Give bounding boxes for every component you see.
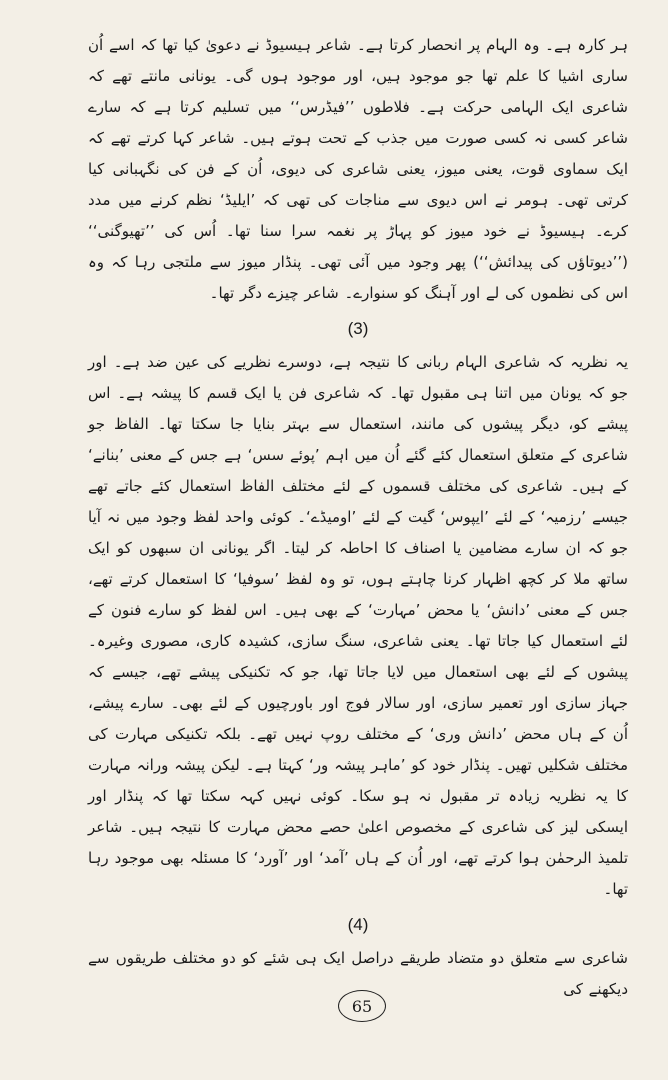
paragraph-3: شاعری سے متعلق دو متضاد طریقے دراصل ایک ہی شئے کو دو مختلف طریقوں سے دیکھنے کی <box>88 949 628 998</box>
text-page <box>88 30 628 1005</box>
paragraph-2: یہ نظریہ کہ شاعری الہام ربانی کا نتیجہ ہے، دوسرے نظریے کی عین ضد ہے۔ اور جو کہ یونان میں اتنا ہی مقبول تھا۔ کہ شاعری فن یا ایک قسم کا پیشہ ہے۔ اس پیشے کو، دیگر پیشوں کی مانند، استعمال سے بہتر بنایا جا سکتا تھا۔ الفاظ جو شاعری کے متعلق استعمال کئے گئے اُن میں اہم ’پوئے سس‘ ہے جس کے معنی ’بنانے‘ کے ہیں۔ شاعری کی مختلف قسموں کے لئے مختلف الفاظ استعمال کئے جاتے تھے جیسے ’رزمیہ‘ کے لئے ’ایپوس‘ گیت کے لئے ’اومیڈے‘۔ کوئی واحد لفظ وجود میں نہ آیا جو کہ ان سارے مضامین یا اصناف کا احاطہ کر لیتا۔ اگر یونانی ان سبھوں کو ایک ساتھ ملا کر کچھ اظہار کرنا چاہتے ہوں، تو وہ لفظ ’سوفیا‘ کا استعمال کرتے تھے، جس کے معنی ’دانش‘ یا محض ’مہارت‘ کے بھی ہیں۔ اس لفظ کو سارے فنون کے لئے استعمال کیا جاتا تھا۔ یعنی شاعری، سنگ سازی، کشیدہ کاری، مصوری وغیرہ۔ پیشوں کے لئے بھی استعمال میں لایا جاتا تھا، جو کہ تکنیکی پیشے تھے، جیسے کہ جہاز سازی اور تعمیر سازی، اور سالار فوج اور باورچیوں کے لئے بھی۔ سارے پیشے، اُن کے ہاں محض ’دانش وری‘ کے مختلف روپ نہیں تھے۔ بلکہ تکنیکی مہارت کی مختلف شکلیں تھیں۔ پنڈار خود کو ’ماہر پیشہ ور‘ کہتا ہے۔ لیکن پیشہ ورانہ مہارت کا یہ نظریہ زیادہ تر مقبول نہ ہو سکا۔ کوئی نہیں کہہ سکتا تھا کہ پنڈار اور ایسکی لیز کی شاعری کے مخصوص اعلیٰ حصے محض مہارت کا نتیجہ ہیں۔ شاعر تلمیذ الرحمٰن ہوا کرتے تھے، اور اُن کے ہاں ’آمد‘ اور ’آورد‘ کا مسئلہ بھی موجود رہا تھا۔ <box>88 353 628 898</box>
page-number-text: 65 <box>351 996 373 1016</box>
page-number <box>338 990 386 1022</box>
section-heading-3: (3) <box>347 319 369 338</box>
paragraph-1: ہر کارہ ہے۔ وہ الہام پر انحصار کرتا ہے۔ شاعر ہیسیوڈ نے دعویٰ کیا تھا کہ اسے اُن ساری اشیا کا علم تھا جو موجود ہیں، اور موجود ہوں گی۔ یونانی مانتے تھے کہ شاعری ایک الہامی حرکت ہے۔ فلاطوں ’’فیڈرس‘‘ میں تسلیم کرتا ہے کہ سارے شاعر کسی نہ کسی صورت میں جذب کے تحت ہوتے ہیں۔ شاعر کہا کرتے تھے کہ ایک سماوی قوت، یعنی میوز، یعنی شاعری کی دیوی، اُن کے فن کی نگہبانی کیا کرتی تھی۔ ہومر نے اس دیوی سے مناجات کی تھی کہ ’ایلیڈ‘ نظم کرنے میں مدد کرے۔ ہیسیوڈ نے خود میوز کو پہاڑ پر نغمہ سرا سنا تھا۔ اُس کی ’’تھیوگنی‘‘ (’’دیوتاؤں کی پیدائش‘‘) پھر وجود میں آئی تھی۔ پنڈار میوز سے ملتجی رہا کہ وہ اس کی نظموں کی لے اور آہنگ کو سنوارے۔ شاعر چیزے دگر تھا۔ <box>88 36 628 302</box>
section-heading-4: (4) <box>347 915 369 934</box>
